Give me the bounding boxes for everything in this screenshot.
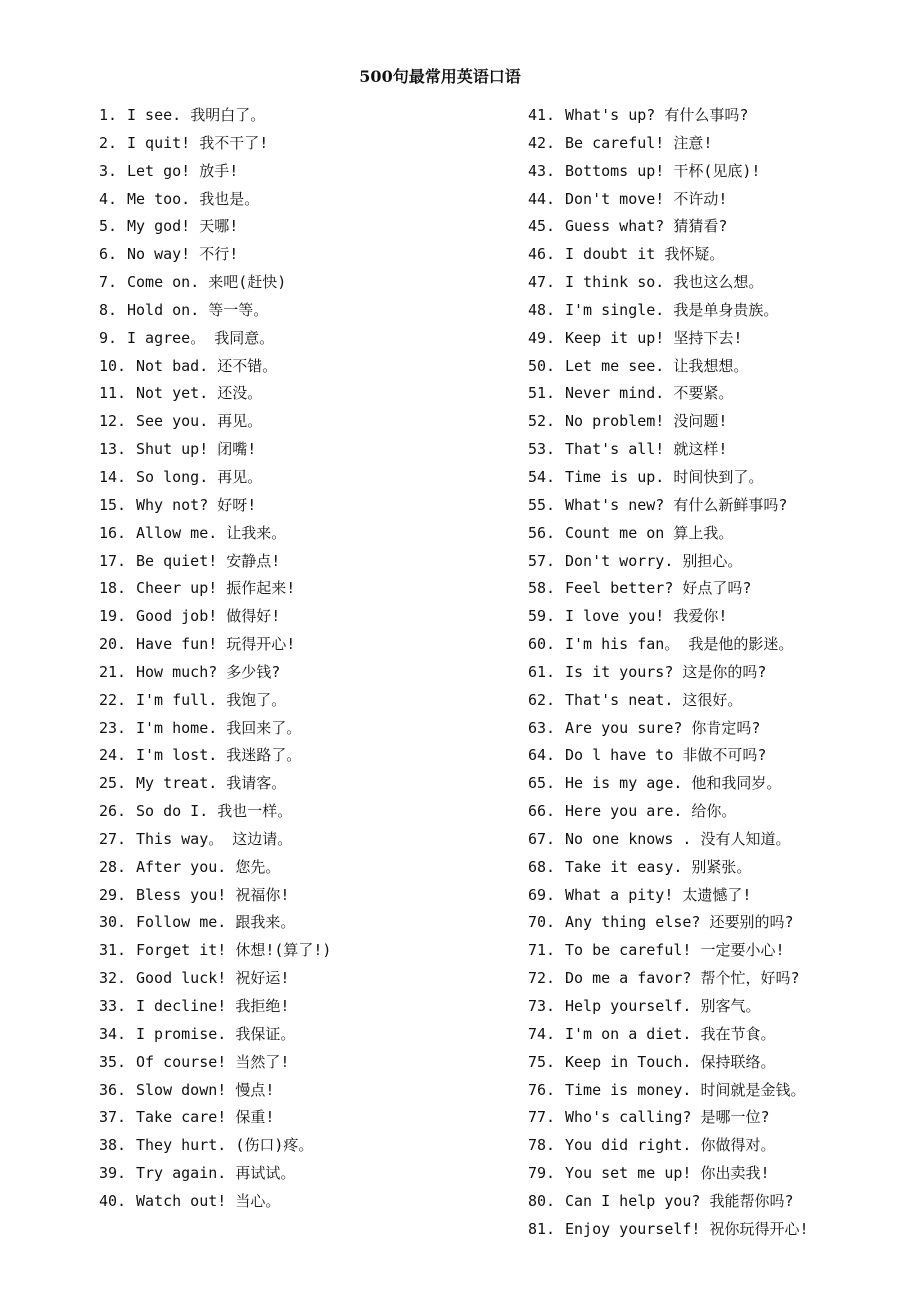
phrase-item	[99, 213, 519, 241]
phrase-text: I think so. 我也这么想。	[565, 273, 764, 292]
phrase-text: Slow down! 慢点!	[136, 1080, 275, 1099]
phrase-item	[528, 854, 908, 882]
phrase-number: 21.	[99, 662, 127, 681]
phrase-text: Be quiet! 安静点!	[136, 551, 281, 570]
phrase-text: Do me a favor? 帮个忙，好吗?	[565, 969, 800, 988]
phrase-text: I see. 我明白了。	[127, 106, 266, 124]
phrase-item	[528, 909, 908, 937]
phrase-number: 54.	[528, 467, 556, 486]
phrase-item	[528, 1132, 908, 1160]
phrase-item	[99, 548, 519, 576]
phrase-number: 81.	[528, 1219, 556, 1238]
phrase-text: So do I. 我也一样。	[136, 802, 293, 821]
phrase-number: 26.	[99, 802, 127, 821]
phrase-number: 64.	[528, 746, 556, 765]
phrase-number: 41.	[528, 106, 556, 124]
phrase-text: You set me up! 你出卖我!	[565, 1164, 770, 1183]
phrase-number: 29.	[99, 885, 127, 904]
phrase-item	[528, 241, 908, 269]
phrase-item	[99, 520, 519, 548]
phrase-number: 63.	[528, 718, 556, 737]
phrase-item	[99, 492, 519, 520]
phrase-number: 52.	[528, 412, 556, 431]
phrase-item	[99, 742, 519, 770]
phrase-text: Cheer up! 振作起来!	[136, 579, 296, 598]
phrase-text: Watch out! 当心。	[136, 1191, 281, 1210]
phrase-item	[528, 269, 908, 297]
phrase-text: That's neat. 这很好。	[565, 690, 743, 709]
phrase-number: 35.	[99, 1052, 127, 1071]
phrase-item	[99, 854, 519, 882]
phrase-item	[528, 798, 908, 826]
phrase-number: 45.	[528, 217, 556, 236]
phrase-item	[99, 186, 519, 214]
phrase-text: I quit! 我不干了!	[127, 133, 269, 152]
phrase-item	[99, 436, 519, 464]
phrase-number: 80.	[528, 1191, 556, 1210]
phrase-text: What a pity! 太遗憾了!	[565, 885, 752, 904]
phrase-text: Hold on. 等一等。	[127, 300, 269, 319]
phrase-text: He is my age. 他和我同岁。	[565, 774, 782, 793]
phrase-text: Do l have to 非做不可吗?	[565, 746, 767, 765]
phrase-number: 48.	[528, 300, 556, 319]
phrase-number: 77.	[528, 1108, 556, 1127]
phrase-number: 3.	[99, 161, 118, 180]
phrase-text: I'm full. 我饱了。	[136, 690, 287, 709]
phrase-text: Time is money. 时间就是金钱。	[565, 1080, 806, 1099]
phrase-text: Guess what? 猜猜看?	[565, 217, 728, 236]
phrase-item	[528, 742, 908, 770]
phrase-text: Good job! 做得好!	[136, 607, 281, 626]
phrase-item	[528, 297, 908, 325]
phrase-item	[99, 241, 519, 269]
phrase-item	[99, 909, 519, 937]
phrase-text: Let me see. 让我想想。	[565, 356, 749, 375]
phrase-text: Who's calling? 是哪一位?	[565, 1108, 770, 1127]
phrase-text: I'm home. 我回来了。	[136, 718, 302, 737]
phrase-item	[99, 1188, 519, 1216]
phrase-number: 17.	[99, 551, 127, 570]
phrase-item	[528, 631, 908, 659]
phrase-number: 8.	[99, 300, 118, 319]
phrase-item	[528, 520, 908, 548]
phrase-number: 2.	[99, 133, 118, 152]
phrase-text: What's new? 有什么新鲜事吗?	[565, 495, 788, 514]
phrase-item	[99, 1160, 519, 1188]
phrase-text: I'm single. 我是单身贵族。	[565, 300, 779, 319]
phrase-number: 74.	[528, 1024, 556, 1043]
phrase-item	[528, 102, 908, 130]
phrase-item	[528, 993, 908, 1021]
phrase-text: Help yourself. 别客气。	[565, 997, 761, 1015]
phrase-item	[99, 102, 519, 130]
phrase-text: Try again. 再试试。	[136, 1164, 296, 1183]
phrase-item	[99, 130, 519, 158]
phrase-text: No one knows . 没有人知道。	[565, 829, 791, 848]
phrase-text: Take care! 保重!	[136, 1108, 275, 1127]
phrase-number: 34.	[99, 1024, 127, 1043]
phrase-number: 30.	[99, 913, 127, 932]
phrase-number: 15.	[99, 495, 127, 514]
phrase-item	[99, 575, 519, 603]
phrase-list-left	[99, 102, 519, 1216]
phrase-number: 42.	[528, 133, 556, 152]
phrase-item	[528, 937, 908, 965]
phrase-list-right	[528, 102, 908, 1244]
phrase-item	[99, 1132, 519, 1160]
phrase-item	[99, 770, 519, 798]
phrase-number: 44.	[528, 189, 556, 208]
phrase-item	[528, 130, 908, 158]
phrase-text: After you. 您先。	[136, 857, 281, 876]
phrase-item	[528, 1021, 908, 1049]
phrase-item	[528, 158, 908, 186]
phrase-text: Take it easy. 别紧张。	[565, 857, 752, 876]
phrase-text: That's all! 就这样!	[565, 440, 728, 459]
phrase-text: Are you sure? 你肯定吗?	[565, 718, 761, 737]
phrase-item	[99, 1077, 519, 1105]
phrase-item	[99, 325, 519, 353]
phrase-number: 53.	[528, 440, 556, 459]
phrase-item	[99, 408, 519, 436]
phrase-text: Can I help you? 我能帮你吗?	[565, 1191, 794, 1210]
phrase-number: 19.	[99, 607, 127, 626]
phrase-item	[528, 575, 908, 603]
phrase-text: Follow me. 跟我来。	[136, 913, 296, 932]
phrase-number: 62.	[528, 690, 556, 709]
phrase-item	[99, 269, 519, 297]
phrase-number: 65.	[528, 774, 556, 793]
phrase-text: They hurt. (伤口)疼。	[136, 1136, 314, 1155]
phrase-number: 7.	[99, 273, 118, 292]
phrase-number: 14.	[99, 467, 127, 486]
phrase-item	[528, 715, 908, 743]
phrase-number: 46.	[528, 245, 556, 264]
phrase-number: 68.	[528, 857, 556, 876]
phrase-text: Feel better? 好点了吗?	[565, 579, 752, 598]
phrase-text: How much? 多少钱?	[136, 662, 281, 681]
phrase-number: 6.	[99, 245, 118, 264]
phrase-number: 50.	[528, 356, 556, 375]
phrase-number: 23.	[99, 718, 127, 737]
phrase-item	[99, 353, 519, 381]
phrase-text: Enjoy yourself! 祝你玩得开心!	[565, 1219, 809, 1238]
phrase-item	[528, 213, 908, 241]
phrase-number: 5.	[99, 217, 118, 236]
phrase-item	[528, 603, 908, 631]
phrase-item	[99, 464, 519, 492]
phrase-item	[99, 1104, 519, 1132]
phrase-text: Never mind. 不要紧。	[565, 384, 734, 403]
phrase-number: 27.	[99, 829, 127, 848]
phrase-text: I decline! 我拒绝!	[136, 997, 290, 1015]
phrase-text: I doubt it 我怀疑。	[565, 245, 725, 264]
phrase-text: Of course! 当然了!	[136, 1052, 290, 1071]
phrase-number: 37.	[99, 1108, 127, 1127]
phrase-number: 28.	[99, 857, 127, 876]
phrase-item	[528, 826, 908, 854]
phrase-number: 61.	[528, 662, 556, 681]
phrase-item	[99, 158, 519, 186]
phrase-item	[528, 770, 908, 798]
phrase-item	[99, 993, 519, 1021]
phrase-text: Count me on 算上我。	[565, 523, 734, 542]
phrase-text: Don't move! 不许动!	[565, 189, 728, 208]
phrase-text: My treat. 我请客。	[136, 774, 287, 793]
phrase-text: Any thing else? 还要别的吗?	[565, 913, 794, 932]
phrase-number: 49.	[528, 328, 556, 347]
phrase-number: 9.	[99, 328, 118, 347]
phrase-number: 36.	[99, 1080, 127, 1099]
phrase-item	[528, 965, 908, 993]
phrase-text: Good luck! 祝好运!	[136, 969, 290, 988]
phrase-number: 55.	[528, 495, 556, 514]
phrase-number: 58.	[528, 579, 556, 598]
phrase-text: Have fun! 玩得开心!	[136, 635, 296, 654]
page-title: 500句最常用英语口语	[359, 67, 521, 86]
phrase-number: 40.	[99, 1191, 127, 1210]
phrase-number: 57.	[528, 551, 556, 570]
phrase-item	[99, 1021, 519, 1049]
phrase-item	[528, 548, 908, 576]
phrase-number: 31.	[99, 941, 127, 960]
phrase-number: 39.	[99, 1164, 127, 1183]
phrase-number: 18.	[99, 579, 127, 598]
phrase-item	[528, 436, 908, 464]
phrase-text: Is it yours? 这是你的吗?	[565, 662, 767, 681]
phrase-item	[528, 687, 908, 715]
phrase-item	[99, 826, 519, 854]
phrase-number: 4.	[99, 189, 118, 208]
phrase-text: Keep in Touch. 保持联络。	[565, 1052, 776, 1071]
phrase-item	[528, 1077, 908, 1105]
phrase-text: To be careful! 一定要小心!	[565, 941, 785, 960]
phrase-item	[528, 1160, 908, 1188]
phrase-number: 69.	[528, 885, 556, 904]
phrase-item	[99, 937, 519, 965]
phrase-text: Not yet. 还没。	[136, 384, 263, 403]
phrase-item	[528, 380, 908, 408]
phrase-item	[528, 464, 908, 492]
phrase-number: 72.	[528, 969, 556, 988]
phrase-number: 13.	[99, 440, 127, 459]
phrase-item	[99, 798, 519, 826]
phrase-text: No problem! 没问题!	[565, 412, 728, 431]
phrase-text: Forget it! 休想!(算了!)	[136, 941, 332, 960]
phrase-text: Shut up! 闭嘴!	[136, 440, 257, 459]
phrase-text: I'm his fan。 我是他的影迷。	[565, 635, 794, 654]
phrase-text: I agree。 我同意。	[127, 328, 275, 347]
phrase-text: My god! 天哪!	[127, 217, 239, 236]
phrase-text: Time is up. 时间快到了。	[565, 467, 764, 486]
phrase-number: 59.	[528, 607, 556, 626]
phrase-text: Bless you! 祝福你!	[136, 885, 290, 904]
phrase-number: 71.	[528, 941, 556, 960]
phrase-item	[99, 659, 519, 687]
phrase-number: 47.	[528, 273, 556, 292]
phrase-number: 11.	[99, 384, 127, 403]
phrase-item	[99, 715, 519, 743]
phrase-number: 56.	[528, 523, 556, 542]
phrase-text: Why not? 好呀!	[136, 495, 257, 514]
phrase-number: 70.	[528, 913, 556, 932]
phrase-number: 73.	[528, 997, 556, 1015]
phrase-text: Allow me. 让我来。	[136, 523, 287, 542]
phrase-item	[99, 603, 519, 631]
phrase-item	[99, 297, 519, 325]
phrase-number: 78.	[528, 1136, 556, 1155]
phrase-item	[528, 1104, 908, 1132]
phrase-number: 76.	[528, 1080, 556, 1099]
phrase-text: I'm lost. 我迷路了。	[136, 746, 302, 765]
phrase-number: 60.	[528, 635, 556, 654]
phrase-text: Not bad. 还不错。	[136, 356, 278, 375]
phrase-item	[528, 1216, 908, 1244]
phrase-item	[528, 186, 908, 214]
phrase-text: Come on. 来吧(赶快)	[127, 273, 287, 292]
phrase-number: 51.	[528, 384, 556, 403]
phrase-text: No way! 不行!	[127, 245, 239, 264]
phrase-number: 12.	[99, 412, 127, 431]
phrase-item	[99, 380, 519, 408]
phrase-text: You did right. 你做得对。	[565, 1136, 776, 1155]
phrase-number: 75.	[528, 1052, 556, 1071]
phrase-item	[99, 687, 519, 715]
phrase-number: 32.	[99, 969, 127, 988]
phrase-item	[528, 353, 908, 381]
phrase-number: 20.	[99, 635, 127, 654]
phrase-number: 24.	[99, 746, 127, 765]
phrase-item	[528, 659, 908, 687]
phrase-text: So long. 再见。	[136, 467, 263, 486]
phrase-item	[99, 965, 519, 993]
phrase-text: Here you are. 给你。	[565, 802, 737, 821]
phrase-text: Let go! 放手!	[127, 161, 239, 180]
phrase-item	[528, 1188, 908, 1216]
phrase-item	[528, 492, 908, 520]
phrase-text: Be careful! 注意!	[565, 133, 713, 152]
phrase-number: 66.	[528, 802, 556, 821]
phrase-number: 33.	[99, 997, 127, 1015]
phrase-text: Keep it up! 坚持下去!	[565, 328, 743, 347]
phrase-number: 22.	[99, 690, 127, 709]
phrase-item	[528, 325, 908, 353]
phrase-item	[528, 882, 908, 910]
phrase-number: 1.	[99, 106, 118, 124]
phrase-number: 43.	[528, 161, 556, 180]
phrase-text: This way。 这边请。	[136, 829, 293, 848]
phrase-text: Me too. 我也是。	[127, 189, 260, 208]
phrase-item	[99, 882, 519, 910]
phrase-text: Bottoms up! 干杯(见底)!	[565, 161, 761, 180]
phrase-item	[528, 408, 908, 436]
phrase-text: I'm on a diet. 我在节食。	[565, 1024, 776, 1043]
phrase-number: 38.	[99, 1136, 127, 1155]
phrase-number: 25.	[99, 774, 127, 793]
phrase-item	[99, 1049, 519, 1077]
phrase-text: Don't worry. 别担心。	[565, 551, 743, 570]
phrase-number: 10.	[99, 356, 127, 375]
phrase-item	[528, 1049, 908, 1077]
phrase-text: I promise. 我保证。	[136, 1024, 296, 1043]
phrase-item	[99, 631, 519, 659]
phrase-text: What's up? 有什么事吗?	[565, 106, 749, 124]
phrase-number: 16.	[99, 523, 127, 542]
phrase-text: See you. 再见。	[136, 412, 263, 431]
phrase-number: 79.	[528, 1164, 556, 1183]
phrase-number: 67.	[528, 829, 556, 848]
phrase-text: I love you! 我爱你!	[565, 607, 728, 626]
